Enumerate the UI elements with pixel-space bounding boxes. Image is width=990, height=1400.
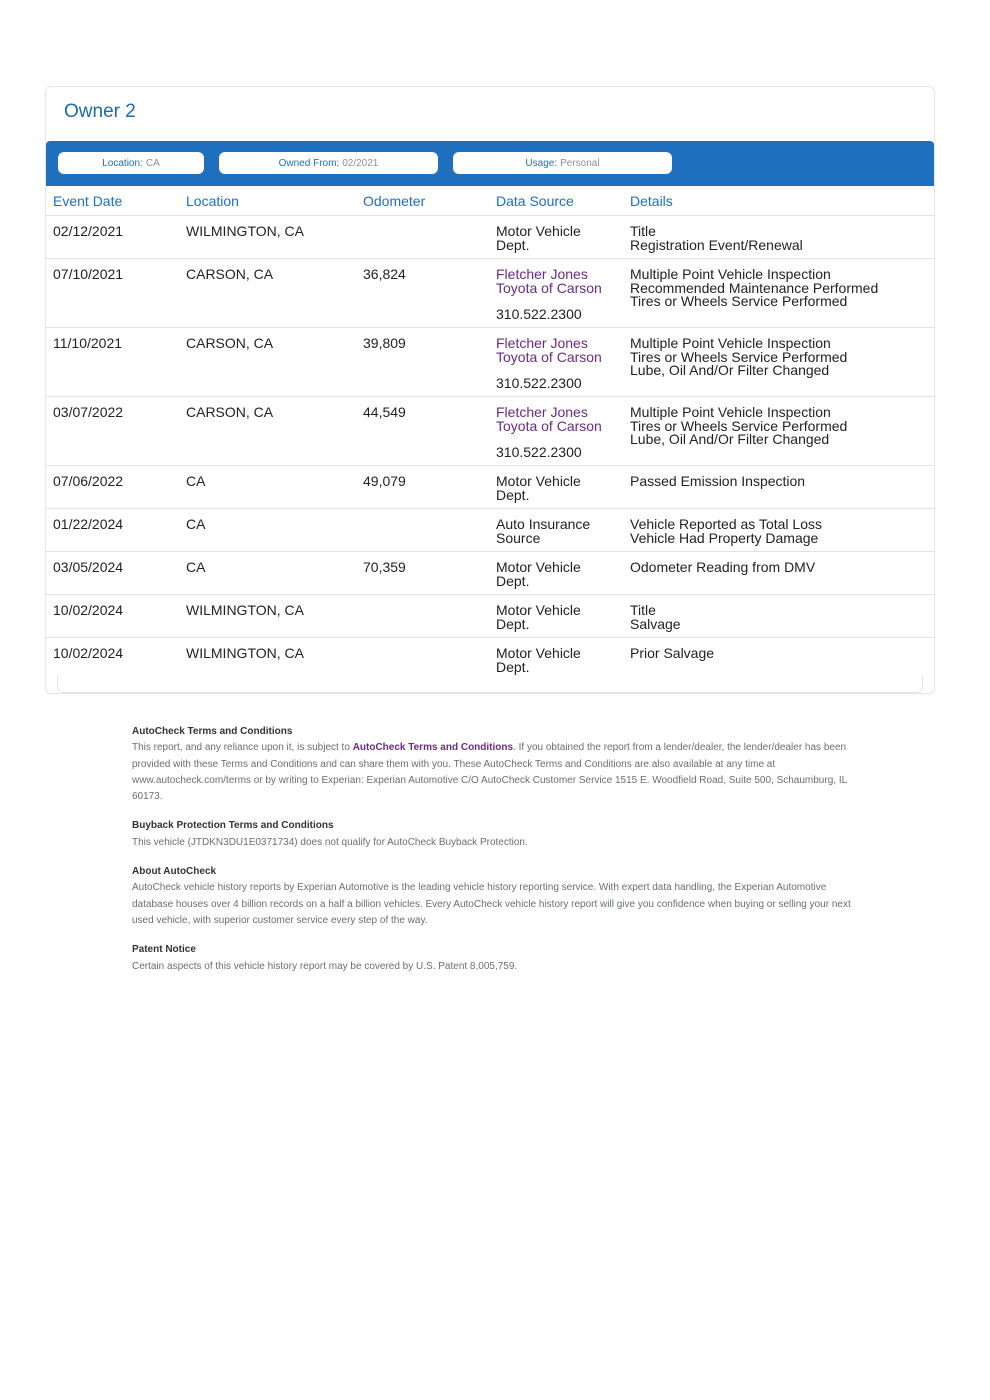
- patent-text: Certain aspects of this vehicle history report may be covered by U.S. Patent 8,005,759.: [132, 960, 518, 972]
- buyback-text: This vehicle (JTDKN3DU1E0371734) does not qualify for AutoCheck Buyback Protection.: [132, 836, 528, 848]
- location-cell: CA: [186, 516, 206, 532]
- details-cell: [630, 268, 878, 309]
- details-cell: [630, 561, 815, 575]
- event-date-cell: 02/12/2021: [53, 223, 124, 239]
- data-source-line: Source: [496, 529, 541, 546]
- event-date-cell: 07/06/2022: [53, 473, 124, 489]
- data-source-cell: [496, 561, 581, 588]
- odometer-cell: 36,824: [363, 266, 406, 282]
- detail-line: Registration Event/Renewal: [630, 236, 803, 253]
- pill-value: CA: [145, 157, 160, 169]
- location-pill: [58, 152, 204, 174]
- dealer-link[interactable]: Toyota of Carson: [496, 348, 602, 365]
- detail-line: Title: [630, 602, 656, 618]
- detail-line: Salvage: [630, 615, 681, 632]
- data-source-line: Motor Vehicle: [496, 645, 581, 661]
- header-location: Location: [186, 193, 239, 209]
- dealer-link[interactable]: Fletcher Jones: [496, 266, 588, 282]
- odometer-cell: 39,809: [363, 335, 406, 351]
- event-date-cell: 10/02/2024: [53, 602, 124, 618]
- data-source-line: Dept.: [496, 615, 530, 632]
- table-header: [46, 186, 934, 216]
- table-row: [46, 552, 934, 595]
- autocheck-terms-text: [132, 740, 862, 805]
- dealer-phone: 310.522.2300: [496, 375, 582, 391]
- data-source-line: Dept.: [496, 572, 530, 589]
- detail-line: Tires or Wheels Service Performed: [630, 417, 848, 434]
- event-date-cell: 01/22/2024: [53, 516, 124, 532]
- pill-key: Location:: [102, 157, 143, 169]
- data-source-cell: [496, 268, 602, 322]
- table-row: [46, 466, 934, 509]
- table-row: [46, 328, 934, 397]
- data-source-line: Dept.: [496, 658, 530, 675]
- odometer-cell: 70,359: [363, 559, 406, 575]
- owner-card: [45, 86, 935, 694]
- data-source-line: Motor Vehicle: [496, 602, 581, 618]
- pill-key: Owned From:: [278, 157, 340, 169]
- data-source-line: Auto Insurance: [496, 516, 591, 532]
- detail-line: Odometer Reading from DMV: [630, 559, 816, 575]
- autocheck-terms-heading: AutoCheck Terms and Conditions: [132, 726, 293, 737]
- data-source-cell: [496, 337, 602, 391]
- terms-section: [132, 724, 862, 988]
- data-source-cell: [496, 647, 581, 674]
- location-cell: WILMINGTON, CA: [186, 645, 304, 661]
- event-date-cell: 03/07/2022: [53, 404, 124, 420]
- table-row: [46, 216, 934, 259]
- details-cell: [630, 518, 822, 545]
- data-source-cell: [496, 518, 590, 545]
- dealer-link[interactable]: Fletcher Jones: [496, 404, 588, 420]
- data-source-cell: [496, 225, 581, 252]
- header-data-source: Data Source: [496, 193, 574, 209]
- odometer-cell: 44,549: [363, 404, 406, 420]
- table-body: [46, 216, 934, 680]
- usage-pill: [453, 152, 672, 174]
- detail-line: Recommended Maintenance Performed: [630, 279, 879, 296]
- dealer-link[interactable]: Fletcher Jones: [496, 335, 588, 351]
- data-source-cell: [496, 475, 581, 502]
- about-text: AutoCheck vehicle history reports by Experian Automotive is the leading vehicle history reporting service. With expert data handling, the Experian Automotive database houses over 4 billion records on a half a billion vehicles. Every AutoCheck vehicle history report will give you confidence when buying or selling your next used vehicle, with superior customer service every step of the way.: [132, 882, 851, 926]
- location-cell: CARSON, CA: [186, 266, 274, 282]
- detail-line: Vehicle Reported as Total Loss: [630, 516, 822, 532]
- owned-from-pill: [219, 152, 438, 174]
- patent-heading: Patent Notice: [132, 944, 196, 956]
- header-event-date: Event Date: [53, 193, 123, 209]
- details-cell: [630, 406, 847, 447]
- detail-line: Multiple Point Vehicle Inspection: [630, 335, 831, 351]
- data-source-cell: [496, 406, 602, 460]
- detail-line: Tires or Wheels Service Performed: [630, 348, 848, 365]
- pill-value: Personal: [560, 157, 600, 169]
- event-date-cell: 11/10/2021: [53, 335, 123, 351]
- location-cell: CARSON, CA: [186, 404, 274, 420]
- detail-line: Multiple Point Vehicle Inspection: [630, 404, 831, 420]
- pill-value: 02/2021: [342, 157, 379, 169]
- owner-summary-bar: [46, 141, 934, 186]
- data-source-cell: [496, 604, 581, 631]
- location-cell: WILMINGTON, CA: [186, 602, 304, 618]
- table-row: [46, 509, 934, 552]
- autocheck-terms-after: . If you obtained the report from a lender/dealer, the lender/dealer has been provided with these Terms and Conditions and can share them with you. These AutoCheck Terms and Conditions are also available at any time at www.autocheck.com/terms or by writing to Experian: Experian Automotive C/O AutoCheck Customer Service 1515 E. Woodfield Road, Suite 500, Schaumburg, IL 60173.: [132, 742, 847, 803]
- header-odometer: Odometer: [363, 193, 426, 209]
- location-cell: CARSON, CA: [186, 335, 274, 351]
- event-date-cell: 10/02/2024: [53, 645, 124, 661]
- card-footer: [57, 675, 923, 693]
- table-row: [46, 638, 934, 680]
- data-source-line: Motor Vehicle: [496, 559, 581, 575]
- data-source-line: Motor Vehicle: [496, 223, 581, 239]
- buyback-heading: Buyback Protection Terms and Conditions: [132, 820, 334, 832]
- about-heading: About AutoCheck: [132, 866, 217, 878]
- event-date-cell: 03/05/2024: [53, 559, 124, 575]
- location-cell: WILMINGTON, CA: [186, 223, 304, 239]
- pill-key: Usage:: [525, 157, 558, 169]
- detail-line: Passed Emission Inspection: [630, 473, 806, 489]
- details-cell: [630, 604, 681, 631]
- dealer-phone: 310.522.2300: [496, 444, 582, 460]
- location-cell: CA: [186, 473, 206, 489]
- dealer-link[interactable]: Toyota of Carson: [496, 417, 602, 434]
- detail-line: Lube, Oil And/Or Filter Changed: [630, 362, 830, 378]
- detail-line: Vehicle Had Property Damage: [630, 529, 819, 546]
- table-row: [46, 595, 934, 638]
- data-source-line: Dept.: [496, 236, 530, 253]
- dealer-phone: 310.522.2300: [496, 306, 582, 322]
- autocheck-terms-link[interactable]: AutoCheck Terms and Conditions: [352, 742, 514, 754]
- odometer-cell: 49,079: [363, 473, 406, 489]
- detail-line: Tires or Wheels Service Performed: [630, 293, 848, 309]
- table-row: [46, 397, 934, 466]
- detail-line: Lube, Oil And/Or Filter Changed: [630, 431, 830, 447]
- history-table: [46, 186, 934, 680]
- table-row: [46, 259, 934, 328]
- details-cell: [630, 337, 847, 378]
- details-cell: [630, 647, 714, 661]
- details-cell: [630, 225, 803, 252]
- location-cell: CA: [186, 559, 206, 575]
- dealer-link[interactable]: Toyota of Carson: [496, 279, 602, 296]
- event-date-cell: 07/10/2021: [53, 266, 124, 282]
- detail-line: Prior Salvage: [630, 645, 715, 661]
- data-source-line: Motor Vehicle: [496, 473, 581, 489]
- detail-line: Multiple Point Vehicle Inspection: [630, 266, 831, 282]
- details-cell: [630, 475, 805, 489]
- owner-title: Owner 2: [64, 101, 136, 122]
- header-details: Details: [630, 193, 673, 209]
- detail-line: Title: [630, 223, 656, 239]
- data-source-line: Dept.: [496, 486, 530, 503]
- autocheck-terms-before: This report, and any reliance upon it, is subject to: [132, 742, 353, 754]
